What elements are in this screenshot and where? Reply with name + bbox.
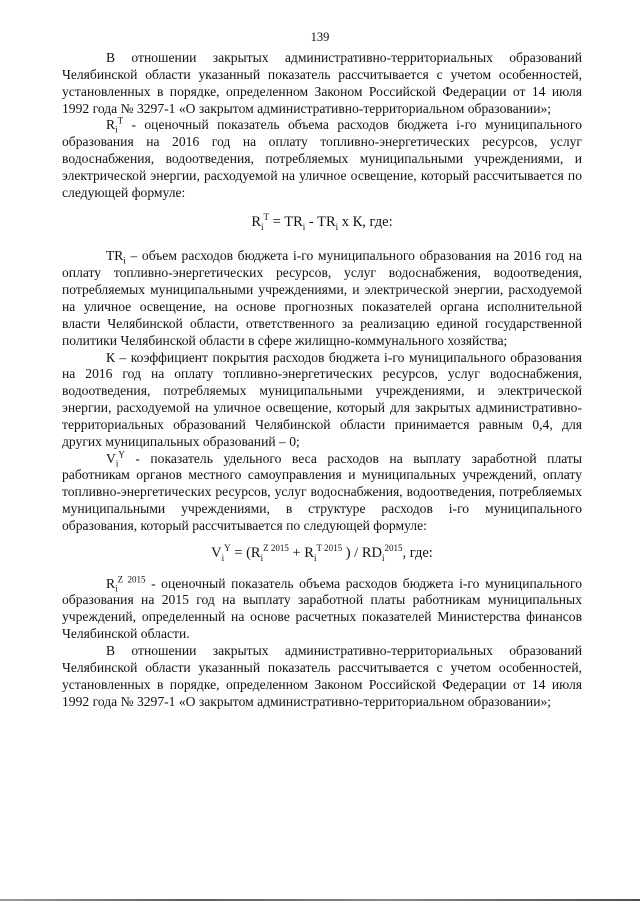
symbol-rz: R [106,575,116,591]
symbol-rz-sub: i [115,583,118,594]
formula-rit-rhs-sub2: i [335,221,339,232]
paragraph-zato-note-1: В отношении закрытых административно-территориальных образований Челябинской области указанный показатель рассчитывается с учетом особенностей, установленных в порядке, определенном Законом Российской Федерации от 14 июля 1992 года № 3297-1 «О закрытом административно-территориальном образовании»; [62,50,582,116]
rit-definition-text: - оценочный показатель объема расходов бюджета i-го муниципального образования на 2016 год на оплату топливно-энергетических ресурсов, услуг водоснабжения, водоотведения, потребляемых муниципальными учреждениями, и электрической энергии, расходуемой на уличное освещение, который рассчитывается по следующей формуле: [62,117,582,200]
symbol-r: R [106,117,116,133]
formula-viy-eq: = (R [230,544,261,561]
formula-rit-lhs: R [251,213,262,230]
formula-viy-t1-sub: i [260,552,264,563]
formula-viy-lhs-sup: Y [224,542,231,553]
document-body [62,50,582,710]
viy-definition-text: - показатель удельного веса расходов на выплату заработной платы работникам органов местного самоуправления и муниципальных учреждений, оплату топливно-энергетических ресурсов, услуг водоснабжения, водоотведения, потребляемых муниципальными учреждениями, в структуре расходов i-го муниципального образования, который рассчитывается по следующей формуле: [62,450,582,533]
formula-viy-lhs-sub: i [221,552,225,563]
formula-rit [62,211,582,232]
subscript-i: i [115,125,118,136]
symbol-tr-sub: i [123,256,126,267]
formula-rit-rhs-sub1: i [302,221,306,232]
riz-definition-text: - оценочный показатель объема расходов бюджета i-го муниципального образования на 2015 год на выплату заработной платы работникам муниципальных учреждений, определенный на основе расчетных показателей Министерства финансов Челябинской области. [62,575,582,642]
paragraph-zato-note-2: В отношении закрытых административно-территориальных образований Челябинской области указанный показатель рассчитывается с учетом особенностей, установленных в порядке, определенном Законом Российской Федерации от 14 июля 1992 года № 3297-1 «О закрытом административно-территориальном образовании»; [62,643,582,709]
formula-viy-t3-sup: 2015 [384,542,403,553]
formula-viy-t2-sup: T 2015 [316,542,343,553]
formula-viy-plus: + R [288,544,314,561]
paragraph-k-definition: К – коэффициент покрытия расходов бюджета i-го муниципального образования на 2016 год на оплату топливно-энергетических ресурсов, услуг водоснабжения, водоотведения, потребляемых муниципальными учреждениями, и электрической энергии, расходуемой на уличное освещение, который для закрытых административно-территориальных образований Челябинской области принимается равным 0,4, для других муниципальных образований – 0; [62,349,582,449]
tri-definition-text: – объем расходов бюджета i-го муниципального образования на 2016 год на оплату топливно-энергетических ресурсов, услуг водоснабжения, водоотведения, потребляемых муниципальными учреждениями, и электрической энергии, расходуемой на уличное освещение, на основе прогнозных показателей органа исполнительной власти Челябинской области, ответственного за реализацию единой государственной политики Челябинской области в сфере жилищно-коммунального хозяйства; [62,248,582,348]
symbol-tr: TR [106,248,124,264]
formula-rit-tail: х К, где: [338,213,393,230]
paragraph-riz-definition [62,576,582,643]
formula-viy [62,542,582,563]
page-number: 139 [310,30,330,44]
formula-rit-lhs-sup: T [263,211,270,222]
formula-rit-lhs-sub: i [261,221,264,232]
symbol-rz-sup: Z 2015 [117,574,146,585]
symbol-v: V [106,450,116,466]
paragraph-rit-definition [62,117,582,201]
symbol-v-sub: i [115,458,119,469]
symbol-v-sup: Y [118,449,125,460]
formula-rit-mid: - TR [305,213,336,230]
formula-viy-t3-sub: i [381,552,385,563]
formula-viy-t2-sub: i [313,552,317,563]
formula-viy-tail: , где: [402,544,433,561]
formula-viy-lhs: V [211,544,222,561]
superscript-t: T [117,115,124,126]
formula-viy-t1-sup: Z 2015 [263,542,289,553]
formula-viy-div: ) / RD [342,544,382,561]
paragraph-viy-definition [62,451,582,535]
scan-edge-line [0,899,640,901]
paragraph-tri-definition [62,248,582,349]
formula-rit-rhs: = TR [269,213,303,230]
